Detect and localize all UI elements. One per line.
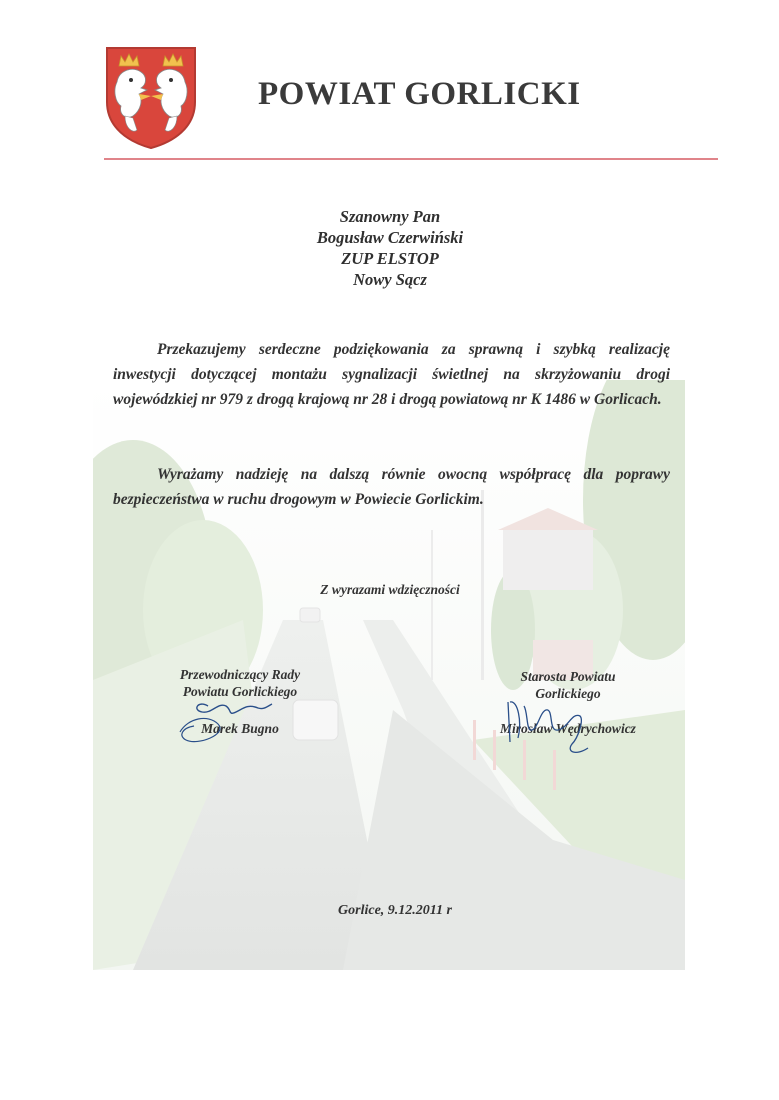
- body-paragraph-1: Przekazujemy serdeczne podziękowania za sprawną i szybką realizację inwestycji dotyczącej montażu sygnalizacji świetlnej na skrzyżowaniu drogi wojewódzkiej nr 979 z drogą krajową nr 28 i drogą powiatową nr K 1486 w Gorlicach.: [113, 341, 670, 408]
- signatory-right-role-2: Gorlickiego: [535, 686, 601, 701]
- body-paragraph-2: Wyrażamy nadzieję na dalszą równie owocną współpracę dla poprawy bezpieczeństwa w ruchu drogowym w Powiecie Gorlickim.: [113, 466, 670, 508]
- place-and-date: Gorlice, 9.12.2011 r: [338, 903, 452, 918]
- signatory-left-role-2: Powiatu Gorlickiego: [182, 684, 298, 699]
- signatory-right-role-1: Starosta Powiatu: [520, 669, 616, 684]
- signature-right: [488, 682, 608, 762]
- signatory-left-name: Marek Bugno: [201, 721, 279, 736]
- signatory-left-role-1: Przewodniczący Rady: [179, 667, 301, 682]
- recipient-address: [100, 206, 680, 290]
- closing-phrase: Z wyrazami wdzięczności: [320, 582, 460, 597]
- signatory-right-name: Mirosław Wędrychowicz: [500, 721, 636, 736]
- recipient-salutation: Szanowny Pan: [339, 207, 441, 226]
- header-divider: [104, 158, 718, 160]
- powiat-coat-of-arms: [103, 44, 199, 150]
- signature-left: [168, 688, 308, 748]
- recipient-city: Nowy Sącz: [353, 270, 427, 289]
- recipient-company: ZUP ELSTOP: [341, 249, 439, 268]
- recipient-name: Bogusław Czerwiński: [316, 228, 464, 247]
- page-title: POWIAT GORLICKI: [258, 76, 581, 112]
